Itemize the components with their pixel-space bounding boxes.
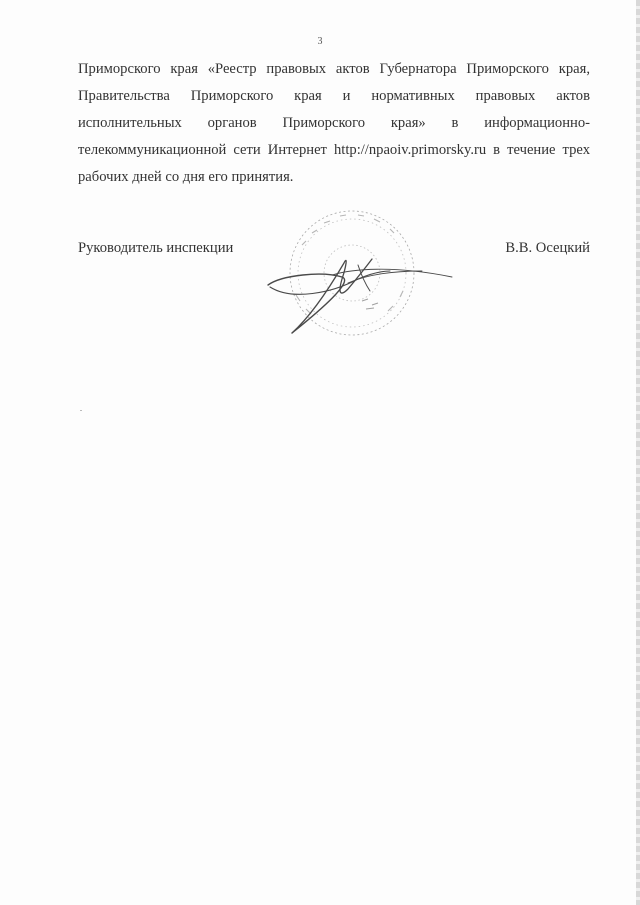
scan-edge: [636, 0, 640, 905]
scan-speck: [80, 410, 82, 411]
body-paragraph: [78, 56, 590, 191]
signer-name: В.В. Осецкий: [505, 240, 590, 256]
page-number: 3: [317, 36, 323, 47]
official-seal-icon: [290, 211, 414, 335]
body-line: телекоммуникационной сети Интернет http://npaoiv.primorsky.ru в течение трех: [78, 142, 590, 158]
body-line: исполнительных органов Приморского края» в информационно-: [78, 115, 590, 131]
body-line: рабочих дней со дня его принятия.: [78, 169, 294, 185]
handwritten-signature-icon: [268, 259, 452, 333]
body-line: Приморского края «Реестр правовых актов Губернатора Приморского края,: [78, 61, 590, 77]
body-line: Правительства Приморского края и нормативных правовых актов: [78, 88, 590, 104]
signer-position: Руководитель инспекции: [78, 240, 234, 256]
stamp-and-signature: [262, 205, 462, 345]
